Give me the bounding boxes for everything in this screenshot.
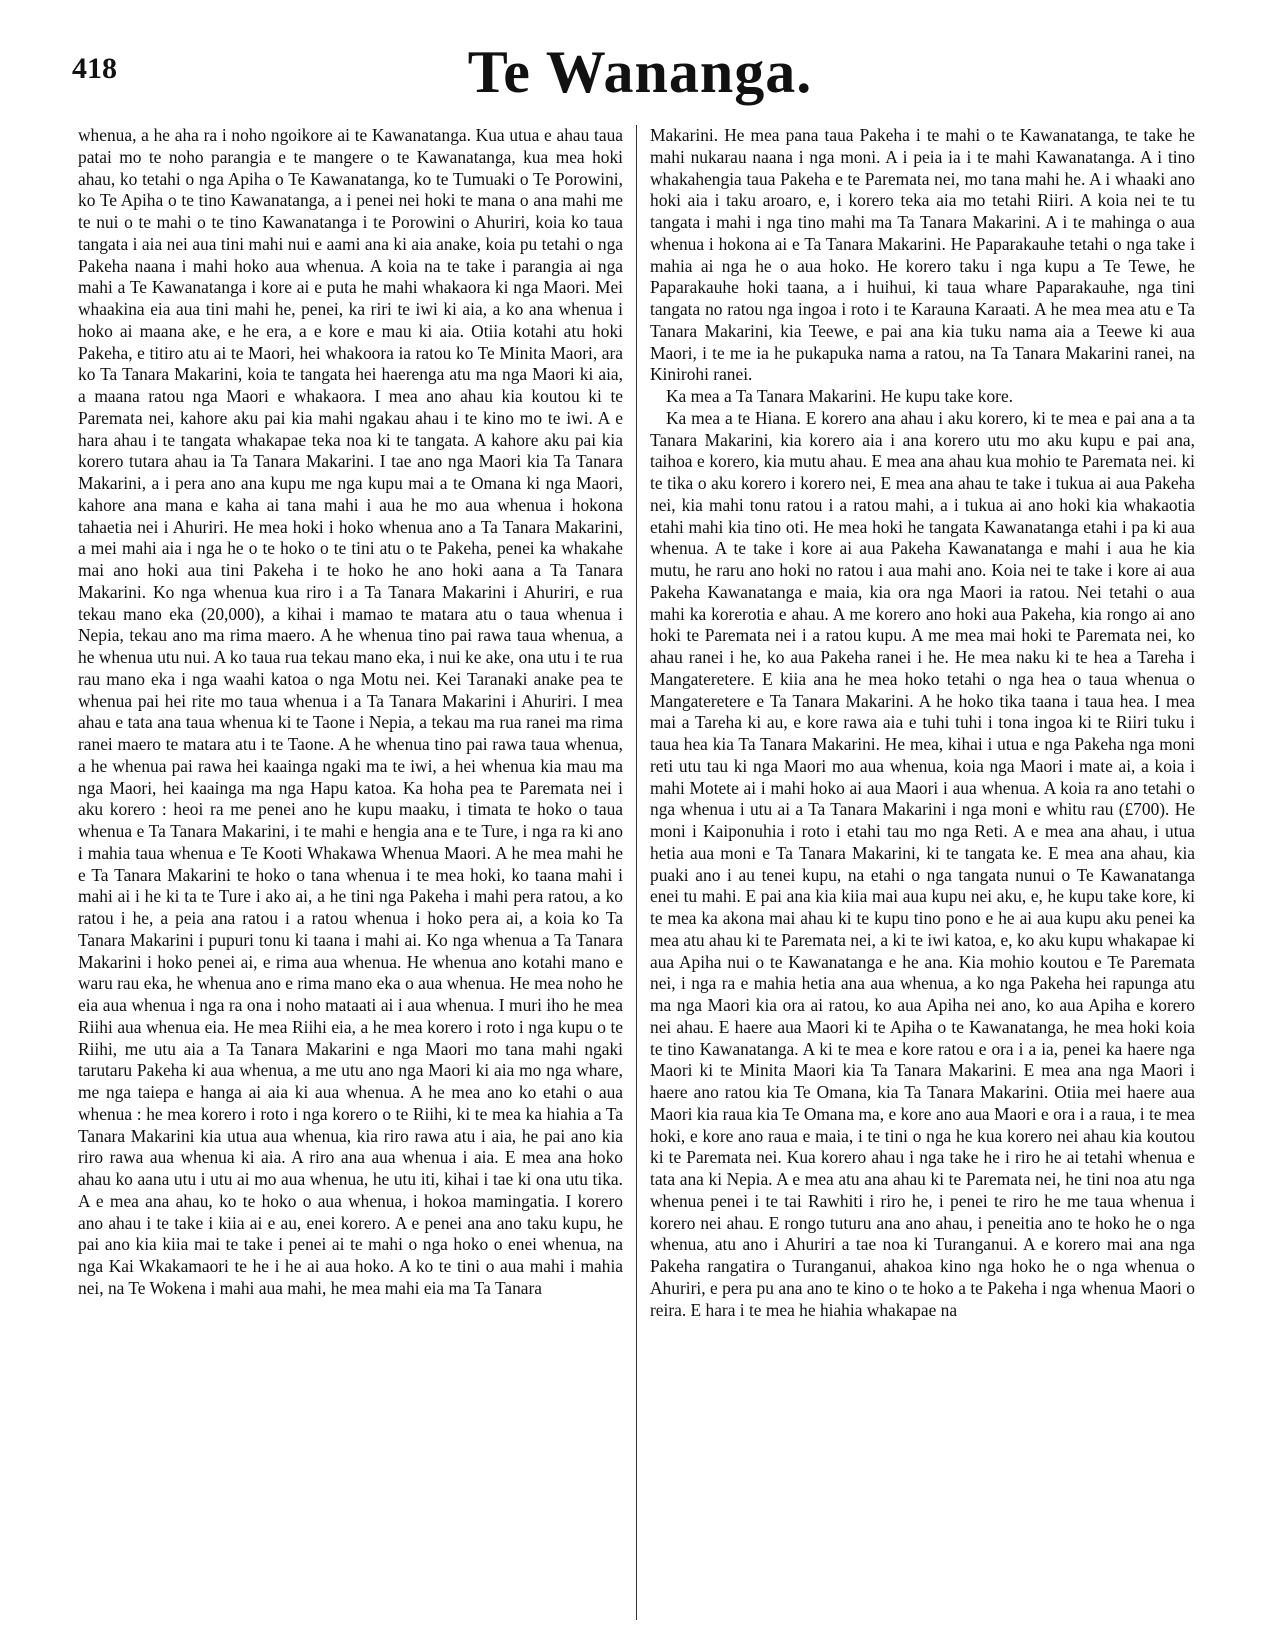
column-divider bbox=[636, 125, 637, 1620]
right-paragraph: Ka mea a Ta Tanara Makarini. He kupu take kore. bbox=[666, 386, 1014, 406]
masthead-title: Te Wananga. bbox=[467, 39, 813, 105]
right-column bbox=[650, 125, 1195, 1620]
right-paragraph: Makarini. He mea pana taua Pakeha i te mahi o te Kawanatanga, te take he mahi nukarau naana i nga moni. A i peia ia i te mahi Kawanatanga. A i tino whakahengia taua Pakeha e te Paremata nei, mo tana mahi he. A i whaaki ano hoki aia i taku aroaro, e, i korero teka aia mo tetahi Riiri. A koia nei te tu tangata i mahi i nga tino mahi ma Ta Tanara Makarini. A i te mahinga o aua whenua i hokona ai e Ta Tanara Makarini. He Paparakauhe tetahi o nga take i mahia ai nga he o aua hoko. He korero taku i nga kupu a Te Tewe, he Paparakauhe hoki taana, a i huihui, ki taua whare Paparakauhe, nga tini tangata no ratou nga ingoa i roto i te Karauna Karaati. A he mea mea atu e Ta Tanara Makarini, kia Teewe, e pai ana kia tuku nama aia a Teewe ki aua Maori, i te me ia he pukapuka nama a ratou, na Ta Tanara Makarini ranei, na Kinirohi ranei. bbox=[650, 125, 1195, 385]
left-column bbox=[78, 125, 623, 1620]
page-number: 418 bbox=[72, 52, 117, 85]
left-paragraph: whenua, a he aha ra i noho ngoikore ai te Kawanatanga. Kua utua e ahau taua patai mo te noho parangia e te mangere o te Kawanatanga, kua mea hoki ahau, ko tetahi o nga Apiha o Te Kawanatanga, ko te Tumuaki o Te Porowini, ko Te Apiha o te tino Kawanatanga, a i penei nei hoki te mana o ana mahi me te nui o te mahi o te tino Kawanatanga i te Porowini o Ahuriri, koia ko taua tangata i aia nei aua tini mahi nui e aami ana ki aia anake, koia pu tetahi o nga Pakeha naana i mahi hoko aua whenua. A koia na te take i parangia ai nga mahi a Te Kawanatanga i kore ai e puta he mahi whakaora ki nga Maori. Mei whaakina eia aua tini mahi he, penei, ka riri te iwi ki aia, a ko ana whenua i hoko ai maana ake, e he era, a e kore e mau ki aia. Otiia kotahi atu hoki Pakeha, e titiro atu ai te Maori, hei whakoora ia ratou ko Te Minita Maori, ara ko Ta Tanara Makarini, koia te tangata hei haerenga atu ma nga Maori ki aia, a maana ratou nga Maori e whakaora. I mea ano ahau kia koutou ki te Paremata nei, kahore aku pai kia mahi ngakau ahau i te kino mo te iwi. A e hara ahau i te tangata whakapae teka noa ki te tangata. A kahore aku pai kia korero tutara ahau ia Ta Tanara Makarini. I tae ano nga Maori kia Ta Tanara Makarini, a i pera ano ana kupu me nga kupu mai a te Omana ki nga Maori, kahore ana mana e kaha ai tana mahi i aua he mo aua whenua i hokona tahaetia nei i Ahuriri. He mea hoki i hoko whenua ano a Ta Tanara Makarini, a mei mahi aia i nga he o te hoko o te tini atu o te Pakeha, penei ka whakahe mai ano hoki aua tini Pakeha i te hoko he ano hoki aana a Ta Tanara Makarini. Ko nga whenua kua riro i a Ta Tanara Makarini i Ahuriri, e rua tekau mano eka (20,000), a kihai i mamao te matara atu o taua whenua i Nepia, tekau ano ma rima maero. A he whenua tino pai rawa taua whenua, a he whenua utu nui. A ko taua rua tekau mano eka, i nui ke ake, ona utu i te rua rau mano eka i nga waahi katoa o nga Motu nei. Kei Taranaki anake pea te whenua pai hei rite mo taua whenua i a Ta Tanara Makarini i Ahuriri. I mea ahau e tata ana taua whenua ki te Taone i Nepia, a tekau ma rua ranei ma rima ranei maero te matara atu i te Taone. A he whenua tino pai rawa taua whenua, a he whenua pai rawa hei kaainga ngaki ma te iwi, a hei whenua kia mau ma nga Maori, hei kaainga ma nga Hapu katoa. Ka hoha pea te Paremata nei i aku korero : heoi ra me penei ano he kupu maaku, i timata te hoko o taua whenua e Ta Tanara Makarini, i te mahi e hengia ana e te Ture, i nga ra ki ano i mahia taua whenua e Te Kooti Whakawa Whenua Maori. A he mea mahi he e Ta Tanara Makarini te hoko o tana whenua i te mea hoki, ko taana mahi i mahi ai i he ki ta te Ture i ako ai, a he tini nga Pakeha i mahi pera ratou, a ko ratou i he, a peia ana ratou i a ratou whenua i hoko pera ai, a koia ko Ta Tanara Makarini i pupuri tonu ki taana i mahi ai. Ko nga whenua a Ta Tanara Makarini i hoko penei ai, e rima aua whenua. He whenua ano kotahi mano e waru rau eka, he whenua ano e rima mano eka o aua whenua. He mea noho he eia aua whenua i nga ra ona i noho mataati ai i aua whenua. I muri iho he mea Riihi aua whenua eia. He mea Riihi eia, a he mea korero i roto i nga kupu o te Riihi, me utu aia a Ta Tanara Makarini e nga Maori mo tana mahi ngaki tarutaru Pakeha ki aua whenua, a me utu ano nga Maori ki aia mo nga whare, me nga taiepa e hanga ai aia ki aua whenua. A he mea ano ko etahi o aua whenua : he mea korero i roto i nga korero o te Riihi, ki te mea ka hiahia a Ta Tanara Makarini kia utua aua whenua, kia riro rawa atu i aia, he pai ano kia riro rawa aua whenua ki aia. A riro ana aua whenua i aia. E mea ana hoko ahau ko aana utu i utu ai mo aua whenua, he utu iti, kihai i tae ki ona utu tika. A e mea ana ahau, ko te hoko o aua whenua, i hokoa mamingatia. I korero ano ahau i te take i kiia ai e au, enei korero. A e penei ana ano taku kupu, he pai ano kia kiia mai te take i penei ai te mahi o nga hoko o enei whenua, na nga Kai Wkakamaori te he i he ai aua hoko. A ko te tini o aua mahi i mahia nei, na Te Wokena i mahi aua mahi, he mea mahi eia ma Ta Tanara bbox=[78, 125, 623, 1298]
right-paragraph: Ka mea a te Hiana. E korero ana ahau i aku korero, ki te mea e pai ana a ta Tanara Makarini, kia korero aia i ana korero utu mo aku kupu e pai ana, taihoa e korero, kia mutu ahau. E mea ana ahau kua mohio te Paremata nei. ki te tika o aku korero i korero nei, E mea ana ahau te take i tukua ai aua Pakeha nei, kia mahi tonu ratou i a ratou mahi, a i tukua ai ano hoki kia whakaotia etahi mahi kia tino oti. He mea hoki he tangata Kawanatanga etahi i pa ki aua whenua. A te take i kore ai aua Pakeha Kawanatanga e mahi i aua he kia mutu, he raru ano hoki no ratou i aua mahi ano. Koia nei te take i kore ai aua Pakeha Kawanatanga e maia, kia ora nga Maori ia ratou. Nei tetahi o aua mahi ka korerotia e ahau. A me korero ano hoki aua Pakeha, kia rongo ai ano hoki te Paremata nei i a ratou kupu. A me mea mai hoki te Paremata nei, ko ahau ranei i he, ko aua Pakeha ranei i he. He mea naku ki te hea a Tareha i Mangateretere. E kiia ana he mea hoko tetahi o nga hea o taua whenua o Mangateretere e Ta Tanara Makarini. A he hoko tika taana i taua hea. I mea mai a Tareha ki au, e kore rawa aia e tuhi tuhi i tona ingoa ki te Riiri tuku i taua hea kia Ta Tanara Makarini. He mea, kihai i utua e nga Pakeha nga moni reti utu tau ki nga Maori mo aua whenua, koia nga Maori i mate ai, a koia i mahi Motete ai i mahi hoko ai aua Maori i aua whenua. A koia ra ano tetahi o nga whenua i utu ai a Ta Tanara Makarini i nga moni e whitu rau (£700). He moni i Kaiponuhia i roto i etahi tau mo nga Reti. A e mea ana ahau, i utua hetia aua moni e Ta Tanara Makarini, ki te tangata ke. E mea ana ahau, kia puaki ano i au tenei kupu, na etahi o nga tangata nunui o Te Kawanatanga enei tu mahi. E pai ana kia kiia mai aua kupu nei aku, e, he kupu take kore, ki te mea ka akona mai ahau ki te kupu tino pono e he ai aua kupu aku penei ka mea atu ahau ki te Paremata nei, a ki te iwi katoa, e, ko aku kupu whakapae ki aua Apiha nui o te Kawanatanga e he ana. Kia mohio koutou e Te Paremata nei, i nga ra e mahia hetia ana aua whenua, a ko nga Pakeha hei rapunga atu ma nga Maori kia ora ai ratou, ko aua Apiha nei ano, ko aua Apiha e korero nei ahau. E haere aua Maori ki te Apiha o te Kawanatanga, he mea hoki koia te tino Kawanatanga. A ki te mea e kore ratou e ora i a ia, penei ka haere nga Maori ki te Minita Maori kia Ta Tanara Makarini. E mea ana nga Maori i haere ano ratou kia Te Omana, kia Ta Tanara Makarini. Otiia mei haere aua Maori kia raua kia Te Omana ma, e kore ano aua Maori e ora i a raua, i te mea hoki, e kore ano raua e maia, i te tini o nga he kua korero nei ahau kia koutou ki te Paremata nei. Kua korero ahau i nga take he i riro he ai tetahi whenua e tata ana ki Nepia. A e mea atu ana ahau ki te Paremata nei, he tini noa atu nga whenua penei i te tai Rawhiti i riro he, i penei te riro he me taua whenua i korero nei ahau. E rongo tuturu ana ano ahau, i peneitia ano te hoko he o nga whenua, atu ano i Ahuriri a tae noa ki Turanganui. A e korero mai ana nga Pakeha rangatira o Turanganui, ahakoa kino nga hoko he o nga whenua o Ahuriri, e pera pu ana ano te kino o te hoko a te Pakeha i nga whenua Maori o reira. E hara i te mea he hiahia whakapae na bbox=[650, 407, 1195, 1320]
